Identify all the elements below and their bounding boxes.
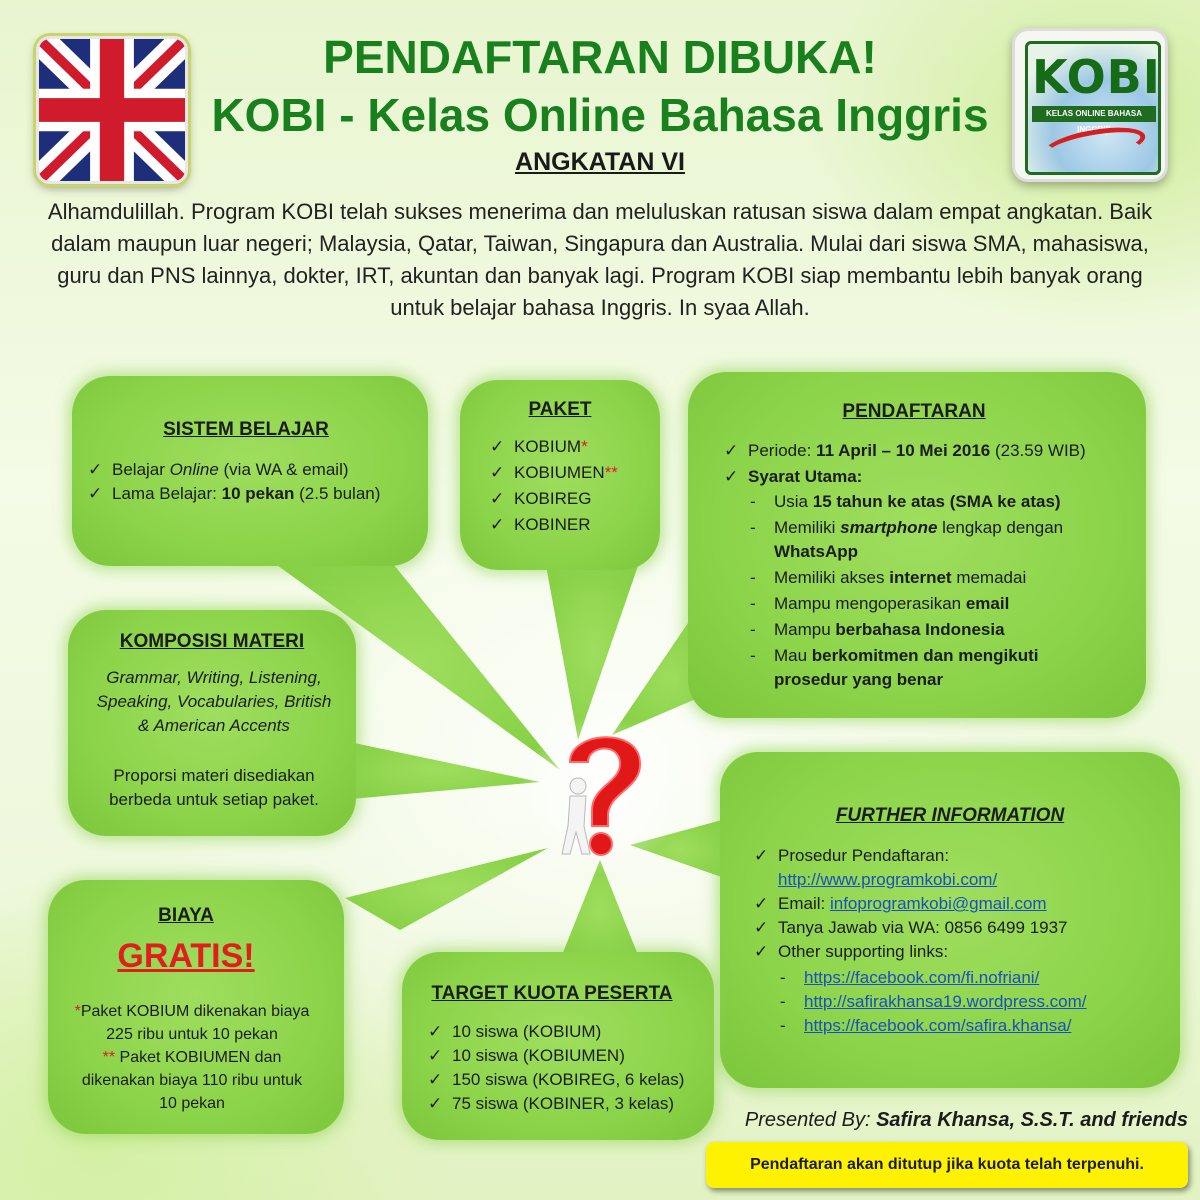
sistem-belajar-title: SISTEM BELAJAR xyxy=(163,419,329,440)
list-item: ✓ 75 siswa (KOBINER, 3 kelas) xyxy=(426,1092,712,1116)
headline-open: PENDAFTARAN DIBUKA! xyxy=(323,31,877,83)
materials-text: Grammar, Writing, Listening, Speaking, Vocabularies, British & American Accents xyxy=(96,668,332,735)
list-item xyxy=(778,1014,1168,1038)
paket-panel xyxy=(460,380,660,570)
target-kuota-panel xyxy=(402,952,714,1140)
further-info-list xyxy=(752,844,1172,964)
facebook-link-2[interactable]: https://facebook.com/safira.khansa/ xyxy=(804,1016,1072,1035)
list-item: ✓ Syarat Utama: xyxy=(722,464,1132,490)
list-item: - Mampu mengoperasikan email xyxy=(748,592,1108,616)
further-info-title: FURTHER INFORMATION xyxy=(835,805,1065,826)
kobi-logo-word: KOBI xyxy=(1032,50,1161,104)
wordpress-link[interactable]: http://safirakhansa19.wordpress.com/ xyxy=(804,992,1087,1011)
list-item: ✓ KOBINER xyxy=(488,512,658,538)
supporting-links-list xyxy=(778,966,1168,1038)
list-item: ✓ 10 siswa (KOBIUMEN) xyxy=(426,1044,712,1068)
biaya-title: BIAYA xyxy=(158,905,214,926)
requirements-list xyxy=(748,490,1108,692)
komposisi-title: KOMPOSISI MATERI xyxy=(119,631,305,652)
list-item xyxy=(778,990,1168,1014)
list-item: ✓ Prosedur Pendaftaran: http://www.programkobi.com/ xyxy=(752,844,1172,892)
list-item: ✓ KOBIUMEN** xyxy=(488,460,658,486)
list-item: ✓ Tanya Jawab via WA: 0856 6499 1937 xyxy=(752,916,1172,940)
headline-program: KOBI - Kelas Online Bahasa Inggris xyxy=(211,89,989,141)
gratis-label: GRATIS! xyxy=(117,937,255,975)
email-link[interactable]: infoprogramkobi@gmail.com xyxy=(829,894,1047,913)
presented-by: Presented By: Safira Khansa, S.S.T. and friends xyxy=(744,1109,1188,1131)
closing-notice: Pendaftaran akan ditutup jika kuota telah terpenuhi. xyxy=(706,1142,1188,1188)
list-item: - Memiliki akses internet memadai xyxy=(748,566,1108,590)
proportion-note: Proporsi materi disediakan berbeda untuk setiap paket. xyxy=(109,766,319,809)
target-kuota-title: TARGET KUOTA PESERTA xyxy=(431,983,673,1004)
list-item: ✓ Email: infoprogramkobi@gmail.com xyxy=(752,892,1172,916)
pendaftaran-list xyxy=(722,438,1132,490)
biaya-notes: *Paket KOBIUM dikenakan biaya 225 ribu untuk 10 pekan ** Paket KOBIUMEN dan dikenakan biaya 110 ribu untuk 10 pekan xyxy=(74,1003,310,1112)
question-mark-figure-icon xyxy=(548,722,658,862)
sistem-belajar-list xyxy=(86,458,416,506)
biaya-panel xyxy=(48,880,344,1134)
list-item: - Memiliki smartphone lengkap dengan WhatsApp xyxy=(748,516,1108,564)
list-item: ✓ Belajar Online (via WA & email) xyxy=(86,458,416,482)
headline-batch: ANGKATAN VI xyxy=(515,148,685,176)
pendaftaran-title: PENDAFTARAN xyxy=(842,401,986,422)
sistem-belajar-panel xyxy=(72,376,428,566)
list-item: ✓ 150 siswa (KOBIREG, 6 kelas) xyxy=(426,1068,712,1092)
list-item: - Mampu berbahasa Indonesia xyxy=(748,618,1108,642)
list-item: ✓ Periode: 11 April – 10 Mei 2016 (23.59 WIB) xyxy=(722,438,1132,464)
list-item: ✓ KOBIREG xyxy=(488,486,658,512)
komposisi-panel xyxy=(68,610,356,836)
paket-title: PAKET xyxy=(528,399,592,420)
pendaftaran-panel xyxy=(688,372,1146,718)
kobi-logo-subtitle: KELAS ONLINE BAHASA INGGRIS xyxy=(1032,106,1156,122)
list-item: - Usia 15 tahun ke atas (SMA ke atas) xyxy=(748,490,1108,514)
list-item: ✓ Lama Belajar: 10 pekan (2.5 bulan) xyxy=(86,482,416,506)
list-item: ✓ KOBIUM* xyxy=(488,434,658,460)
paket-list xyxy=(488,434,658,538)
intro-paragraph: Alhamdulillah. Program KOBI telah sukses menerima dan meluluskan ratusan siswa dalam empat angkatan. Baik dalam maupun luar negeri; Malaysia, Qatar, Taiwan, Singapura dan Australia. Mulai dari siswa SMA, mahasiswa, guru dan PNS lainnya, dokter, IRT, akuntan dan banyak lagi. Program KOBI siap membantu lebih banyak orang untuk belajar bahasa Inggris. In syaa Allah. xyxy=(47,199,1153,320)
website-link[interactable]: http://www.programkobi.com/ xyxy=(778,870,998,889)
facebook-link-1[interactable]: https://facebook.com/fi.nofriani/ xyxy=(804,968,1040,987)
list-item xyxy=(778,966,1168,990)
further-info-panel xyxy=(720,752,1180,1088)
list-item: ✓ 10 siswa (KOBIUM) xyxy=(426,1020,712,1044)
list-item: ✓ Other supporting links: xyxy=(752,940,1172,964)
list-item: - Mau berkomitmen dan mengikuti prosedur yang benar xyxy=(748,644,1108,692)
target-kuota-list xyxy=(426,1020,712,1116)
